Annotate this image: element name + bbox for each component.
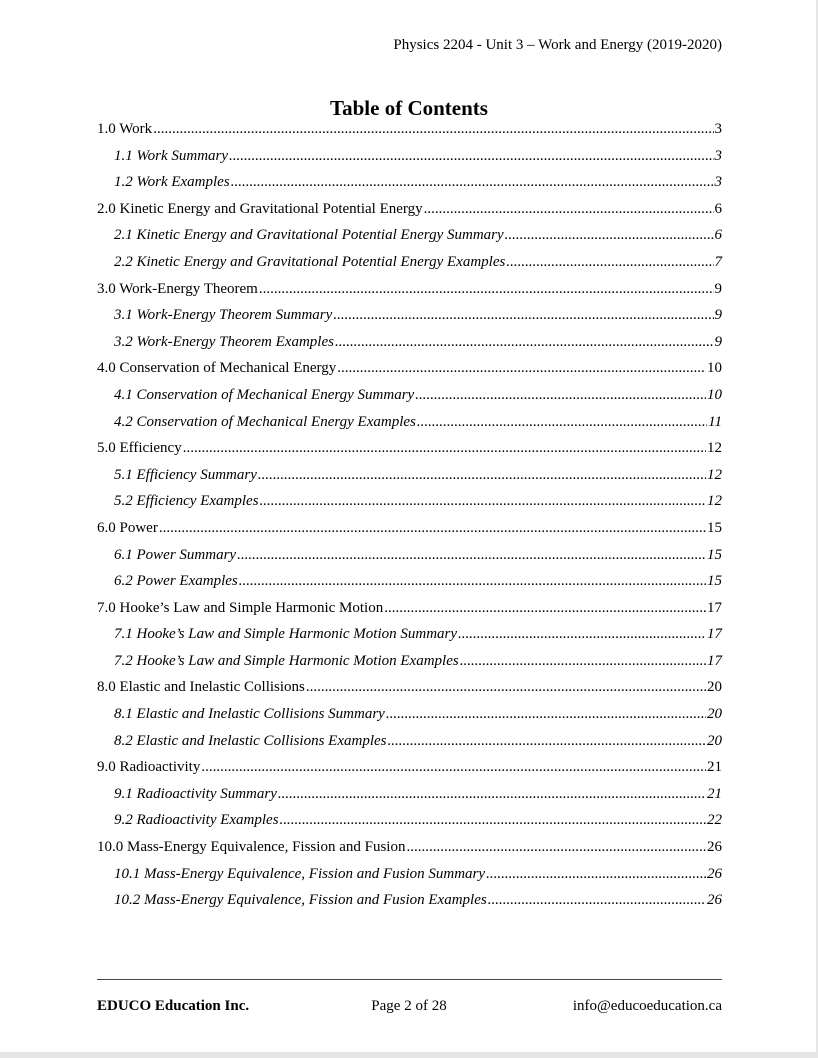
dot-leader (424, 201, 714, 218)
toc-entry-label: 3.2 Work-Energy Theorem Examples (114, 333, 334, 350)
toc-entry-label: 5.1 Efficiency Summary (114, 466, 257, 483)
toc-entry-page: 6 (714, 227, 722, 244)
dot-leader (486, 866, 706, 883)
toc-subentry[interactable] (97, 334, 722, 361)
toc-subentry[interactable] (97, 653, 722, 680)
dot-leader (460, 653, 706, 670)
dot-leader (384, 600, 706, 617)
toc-entry-page: 17 (707, 599, 722, 616)
toc-entry-label: 10.1 Mass-Energy Equivalence, Fission and Fusion Summary (114, 865, 486, 882)
toc-entry-label: 8.0 Elastic and Inelastic Collisions (97, 679, 305, 696)
dot-leader (386, 706, 706, 723)
toc-entry-page: 26 (707, 892, 722, 909)
toc-entry[interactable] (97, 759, 722, 786)
toc-subentry[interactable] (97, 174, 722, 201)
toc-entry-label: 2.0 Kinetic Energy and Gravitational Potential Energy (97, 200, 423, 217)
toc-entry[interactable] (97, 679, 722, 706)
toc-entry-label: 5.2 Efficiency Examples (114, 493, 259, 510)
toc-entry-page: 26 (707, 839, 722, 856)
dot-leader (506, 254, 713, 271)
toc-entry-page: 3 (714, 174, 722, 191)
toc-entry[interactable] (97, 121, 722, 148)
toc-entry-label: 8.1 Elastic and Inelastic Collisions Summary (114, 706, 385, 723)
toc-subentry[interactable] (97, 414, 722, 441)
toc-entry-page: 9 (714, 333, 722, 350)
dot-leader (417, 414, 707, 431)
dot-leader (231, 174, 714, 191)
toc-entry-page: 20 (707, 679, 722, 696)
toc-entry[interactable] (97, 520, 722, 547)
toc-entry-label: 1.1 Work Summary (114, 147, 229, 164)
toc-subentry[interactable] (97, 733, 722, 760)
toc-subentry[interactable] (97, 493, 722, 520)
dot-leader (280, 812, 706, 829)
toc-entry-page: 6 (714, 200, 722, 217)
dot-leader (306, 679, 706, 696)
dot-leader (159, 520, 706, 537)
toc-entry[interactable] (97, 360, 722, 387)
dot-leader (335, 334, 714, 351)
toc-entry-page: 17 (707, 652, 722, 669)
toc-entry-page: 3 (714, 121, 722, 137)
dot-leader (278, 786, 706, 803)
toc-entry-page: 7 (714, 253, 722, 270)
page-title: Table of Contents (330, 96, 488, 120)
toc-entry-label: 8.2 Elastic and Inelastic Collisions Examples (114, 732, 387, 749)
toc-subentry[interactable] (97, 307, 722, 334)
page-header: Physics 2204 - Unit 3 – Work and Energy (2019-2020) (393, 37, 722, 53)
toc-subentry[interactable] (97, 254, 722, 281)
dot-leader (458, 626, 706, 643)
toc-subentry[interactable] (97, 866, 722, 893)
toc-entry-label: 6.1 Power Summary (114, 546, 237, 563)
toc-subentry[interactable] (97, 812, 722, 839)
toc-entry-page: 21 (707, 785, 722, 802)
toc-entry-label: 10.2 Mass-Energy Equivalence, Fission and Fusion Examples (114, 892, 487, 909)
toc-entry-label: 6.0 Power (97, 519, 158, 536)
toc-entry-page: 10 (707, 360, 722, 377)
dot-leader (406, 839, 706, 856)
toc-entry[interactable] (97, 281, 722, 308)
toc-entry-label: 4.0 Conservation of Mechanical Energy (97, 360, 337, 377)
toc-entry-label: 5.0 Efficiency (97, 440, 182, 457)
dot-leader (258, 467, 706, 484)
toc-entry[interactable] (97, 201, 722, 228)
table-of-contents (97, 121, 722, 919)
footer-divider (97, 979, 722, 980)
toc-entry[interactable] (97, 440, 722, 467)
toc-entry-page: 17 (707, 626, 722, 643)
toc-entry-label: 3.1 Work-Energy Theorem Summary (114, 307, 333, 324)
toc-subentry[interactable] (97, 786, 722, 813)
footer-page-number: Page 2 of 28 (371, 998, 447, 1014)
toc-entry-label: 2.2 Kinetic Energy and Gravitational Potential Energy Examples (114, 253, 506, 270)
toc-entry-label: 1.0 Work (97, 121, 153, 137)
toc-entry-label: 2.1 Kinetic Energy and Gravitational Potential Energy Summary (114, 227, 504, 244)
dot-leader (183, 440, 706, 457)
toc-entry-label: 1.2 Work Examples (114, 174, 230, 191)
toc-entry-label: 6.2 Power Examples (114, 573, 238, 590)
toc-subentry[interactable] (97, 706, 722, 733)
toc-entry-label: 9.2 Radioactivity Examples (114, 812, 279, 829)
toc-subentry[interactable] (97, 547, 722, 574)
toc-entry-label: 9.0 Radioactivity (97, 759, 201, 776)
toc-entry-label: 7.2 Hooke’s Law and Simple Harmonic Motion Examples (114, 652, 459, 669)
dot-leader (333, 307, 713, 324)
toc-entry-page: 3 (714, 147, 722, 164)
toc-entry-page: 9 (714, 307, 722, 324)
toc-subentry[interactable] (97, 467, 722, 494)
toc-subentry[interactable] (97, 227, 722, 254)
dot-leader (259, 281, 714, 298)
dot-leader (239, 573, 706, 590)
toc-entry[interactable] (97, 839, 722, 866)
toc-entry-page: 15 (707, 546, 722, 563)
dot-leader (201, 759, 706, 776)
toc-entry-page: 15 (707, 573, 722, 590)
toc-entry-page: 10 (707, 386, 722, 403)
toc-subentry[interactable] (97, 626, 722, 653)
toc-entry-page: 9 (714, 280, 722, 297)
toc-entry-page: 20 (707, 732, 722, 749)
toc-subentry[interactable] (97, 148, 722, 175)
dot-leader (505, 227, 714, 244)
toc-entry-page: 12 (707, 440, 722, 457)
dot-leader (237, 547, 706, 564)
toc-entry-page: 20 (707, 706, 722, 723)
toc-entry-page: 22 (707, 812, 722, 829)
dot-leader (488, 892, 706, 909)
toc-entry[interactable] (97, 600, 722, 627)
toc-entry-label: 10.0 Mass-Energy Equivalence, Fission and Fusion (97, 839, 406, 856)
dot-leader (387, 733, 706, 750)
toc-subentry[interactable] (97, 387, 722, 414)
dot-leader (415, 387, 706, 404)
toc-entry-page: 26 (707, 865, 722, 882)
footer-company: EDUCO Education Inc. (97, 998, 250, 1014)
toc-entry-label: 4.2 Conservation of Mechanical Energy Examples (114, 413, 416, 430)
toc-entry-page: 11 (708, 413, 722, 430)
toc-subentry[interactable] (97, 892, 722, 919)
dot-leader (229, 148, 713, 165)
toc-entry-label: 3.0 Work-Energy Theorem (97, 280, 258, 297)
toc-subentry[interactable] (97, 573, 722, 600)
footer-email: info@educoeducation.ca (572, 998, 722, 1014)
toc-entry-label: 9.1 Radioactivity Summary (114, 785, 277, 802)
dot-leader (260, 493, 706, 510)
toc-entry-page: 12 (707, 493, 722, 510)
toc-entry-label: 7.1 Hooke’s Law and Simple Harmonic Motion Summary (114, 626, 458, 643)
toc-entry-label: 4.1 Conservation of Mechanical Energy Summary (114, 386, 415, 403)
dot-leader (153, 121, 713, 138)
toc-entry-page: 12 (707, 466, 722, 483)
toc-entry-page: 15 (707, 519, 722, 536)
dot-leader (337, 360, 706, 377)
toc-entry-label: 7.0 Hooke’s Law and Simple Harmonic Motion (97, 599, 384, 616)
toc-entry-page: 21 (707, 759, 722, 776)
